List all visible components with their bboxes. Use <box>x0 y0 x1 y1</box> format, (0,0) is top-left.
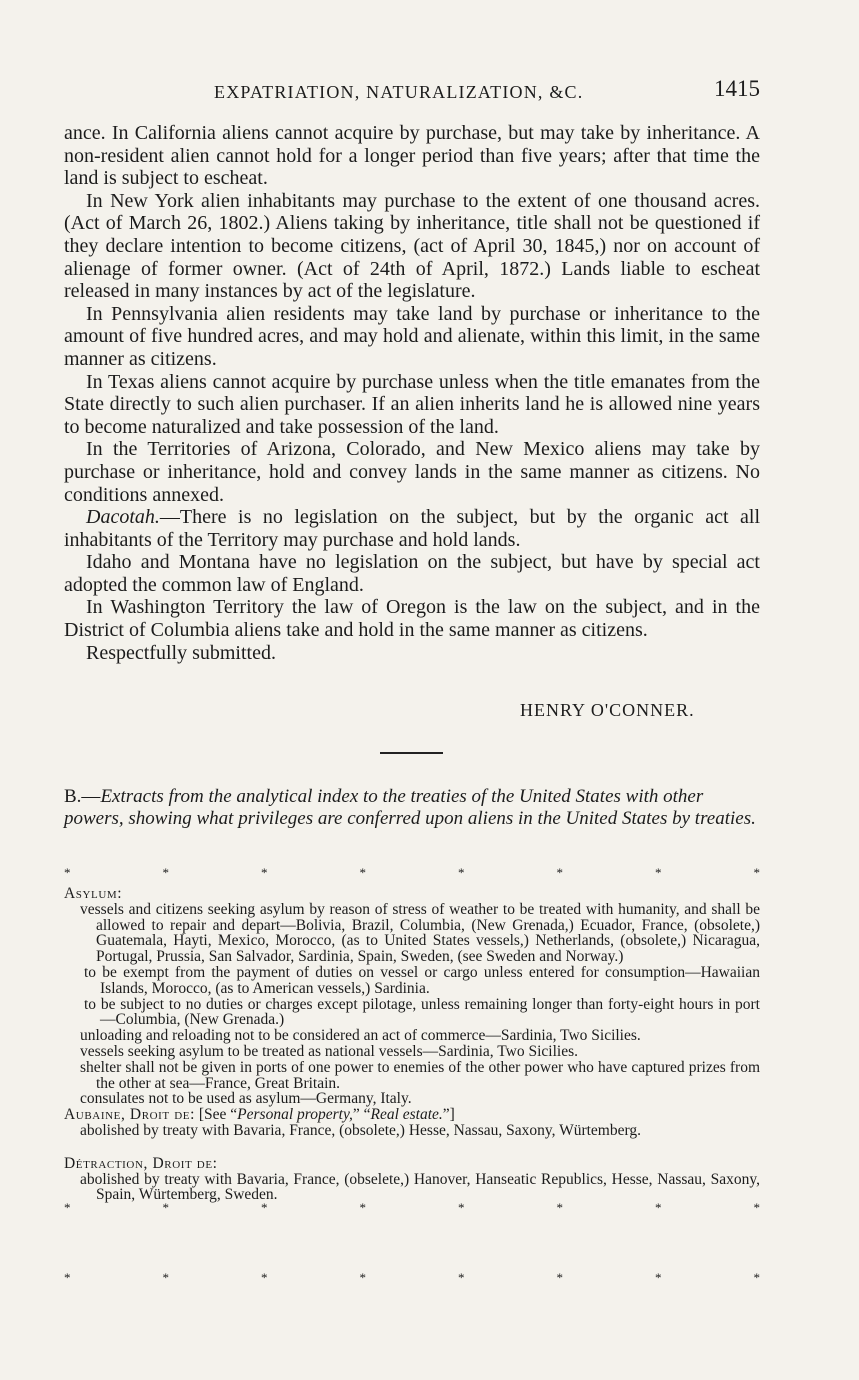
signature: HENRY O'CONNER. <box>520 700 695 720</box>
paragraph-idaho-montana: Idaho and Montana have no legislation on the subject, but have by special act adopted the common law of England. <box>64 551 760 596</box>
ellipsis-star: * <box>753 865 760 880</box>
ellipsis-star: * <box>359 1200 366 1215</box>
ellipsis-star: * <box>753 1270 760 1285</box>
paragraph-dacotah <box>64 506 760 551</box>
paragraph-washington: In Washington Territory the law of Oregon is the law on the subject, and in the District of Columbia aliens take and hold in the same manner as citizens. <box>64 596 760 642</box>
index-entry: vessels seeking asylum to be treated as national vessels—Sardinia, Two Sicilies. <box>80 1042 578 1060</box>
index-entry: abolished by treaty with Bavaria, France, (obsolete,) Hesse, Nassau, Saxony, Würtemberg. <box>80 1121 642 1139</box>
ellipsis-star: * <box>162 865 169 880</box>
section-label: B.— <box>64 786 101 807</box>
running-header <box>64 76 760 108</box>
index-heading-detraction: Détraction, Droit de: <box>64 1154 218 1172</box>
index-heading-asylum: Asylum: <box>64 885 123 902</box>
paragraph-texas: In Texas aliens cannot acquire by purchase unless when the title emanates from the State directly to such alien purchaser. If an alien inherits land he is allowed nine years to become naturalized and take possession of the land. <box>64 370 760 438</box>
index-entry: to be exempt from the payment of duties on vessel or cargo unless entered for consumption—Hawaiian Islands, Morocco, (as to American vessels,) Sardinia. <box>84 963 760 997</box>
ellipsis-star: * <box>64 1270 71 1285</box>
ellipsis-star: * <box>458 1200 465 1215</box>
index-entry: unloading and reloading not to be considered an act of commerce—Sardinia, Two Sicilies. <box>80 1027 641 1045</box>
ellipsis-row-bottom <box>64 1271 760 1285</box>
aubaine-see-close: ”] <box>442 1106 455 1124</box>
ellipsis-row-top <box>64 866 760 880</box>
ellipsis-star: * <box>64 1200 71 1215</box>
treaty-index <box>64 886 760 1203</box>
ellipsis-star: * <box>261 865 268 880</box>
ellipsis-star: * <box>556 865 563 880</box>
index-entry: vessels and citizens seeking asylum by reason of stress of weather to be treated with humanity, and shall be allowed to repair and depart—Bolivia, Brazil, Columbia, (New Grenada,) Ecuador, France, (obsolete,) Guatemala, Hayti, Mexico, Morocco, (as to United States vessels,) Netherlands, (obsolete,) Nicaragua, Portugal, Prussia, San Salvador, Sardinia, Spain, Sweden, (see Sweden and Norway.) <box>80 900 760 966</box>
page-number: 1415 <box>714 76 760 101</box>
ellipsis-star: * <box>261 1200 268 1215</box>
ellipsis-star: * <box>261 1270 268 1285</box>
ellipsis-star: * <box>556 1270 563 1285</box>
ellipsis-star: * <box>556 1200 563 1215</box>
closing-line: Respectfully submitted. <box>86 641 276 664</box>
ellipsis-row-middle <box>64 1201 760 1215</box>
letter-body <box>64 122 760 664</box>
section-title: Extracts from the analytical index to the treaties of the United States with other powers, showing what privileges are conferred upon aliens in the United States by treaties. <box>64 786 756 829</box>
aubaine-head: Aubaine, Droit de: <box>64 1106 195 1124</box>
paragraph-new-york: In New York alien inhabitants may purchase to the extent of one thousand acres. (Act of March 26, 1802.) Aliens taking by inheritance, title shall not be questioned if they declare intention to become citizens, (act of April 30, 1845,) nor on account of alienage of former owner. (Act of 24th of April, 1872.) Lands liable to escheat released in many instances by act of the legislature. <box>64 189 760 303</box>
aubaine-ref-personal: Personal property, <box>237 1106 353 1124</box>
ellipsis-star: * <box>655 1200 662 1215</box>
index-heading-aubaine <box>64 1107 760 1123</box>
section-heading <box>64 786 760 830</box>
index-entry: shelter shall not be given in ports of one power to enemies of the other power who have captured prizes from the other at sea—France, Great Britain. <box>80 1058 760 1092</box>
ellipsis-star: * <box>162 1270 169 1285</box>
ellipsis-star: * <box>458 865 465 880</box>
ellipsis-star: * <box>64 865 71 880</box>
index-entry: to be subject to no duties or charges except pilotage, unless remaining longer than forty-eight hours in port—Columbia, (New Grenada.) <box>84 995 760 1029</box>
paragraph-pennsylvania: In Pennsylvania alien residents may take land by purchase or inheritance to the amount of five hundred acres, and may hold and alienate, within this limit, in the same manner as citizens. <box>64 302 760 370</box>
ellipsis-star: * <box>753 1200 760 1215</box>
ellipsis-spacer <box>64 1139 760 1156</box>
aubaine-see-open: [See “ <box>198 1106 238 1124</box>
ellipsis-star: * <box>359 1270 366 1285</box>
section-divider <box>380 752 443 754</box>
running-title: EXPATRIATION, NATURALIZATION, &C. <box>214 82 584 102</box>
ellipsis-star: * <box>655 865 662 880</box>
aubaine-ref-real: Real estate. <box>370 1106 443 1124</box>
aubaine-ref-sep: ” “ <box>352 1106 371 1124</box>
dacotah-text: —There is no legislation on the subject, but by the organic act all inhabitants of the Territory may purchase and hold lands. <box>64 506 760 551</box>
paragraph-territories: In the Territories of Arizona, Colorado, and New Mexico aliens may take by purchase or inheritance, hold and convey lands in the same manner as citizens. No conditions annexed. <box>64 438 760 506</box>
ellipsis-star: * <box>359 865 366 880</box>
ellipsis-star: * <box>162 1200 169 1215</box>
ellipsis-star: * <box>458 1270 465 1285</box>
ellipsis-star: * <box>655 1270 662 1285</box>
paragraph-california: ance. In California aliens cannot acquire by purchase, but may take by inheritance. A non-resident alien cannot hold for a longer period than five years; after that time the land is subject to escheat. <box>64 122 760 190</box>
index-entry: consulates not to be used as asylum—Germany, Italy. <box>80 1090 412 1108</box>
dacotah-lead: Dacotah. <box>86 506 160 529</box>
index-entry: abolished by treaty with Bavaria, France, (obselete,) Hanover, Hanseatic Republics, Hesse, Nassau, Saxony, Spain, Würtemberg, Sweden. <box>80 1170 760 1204</box>
